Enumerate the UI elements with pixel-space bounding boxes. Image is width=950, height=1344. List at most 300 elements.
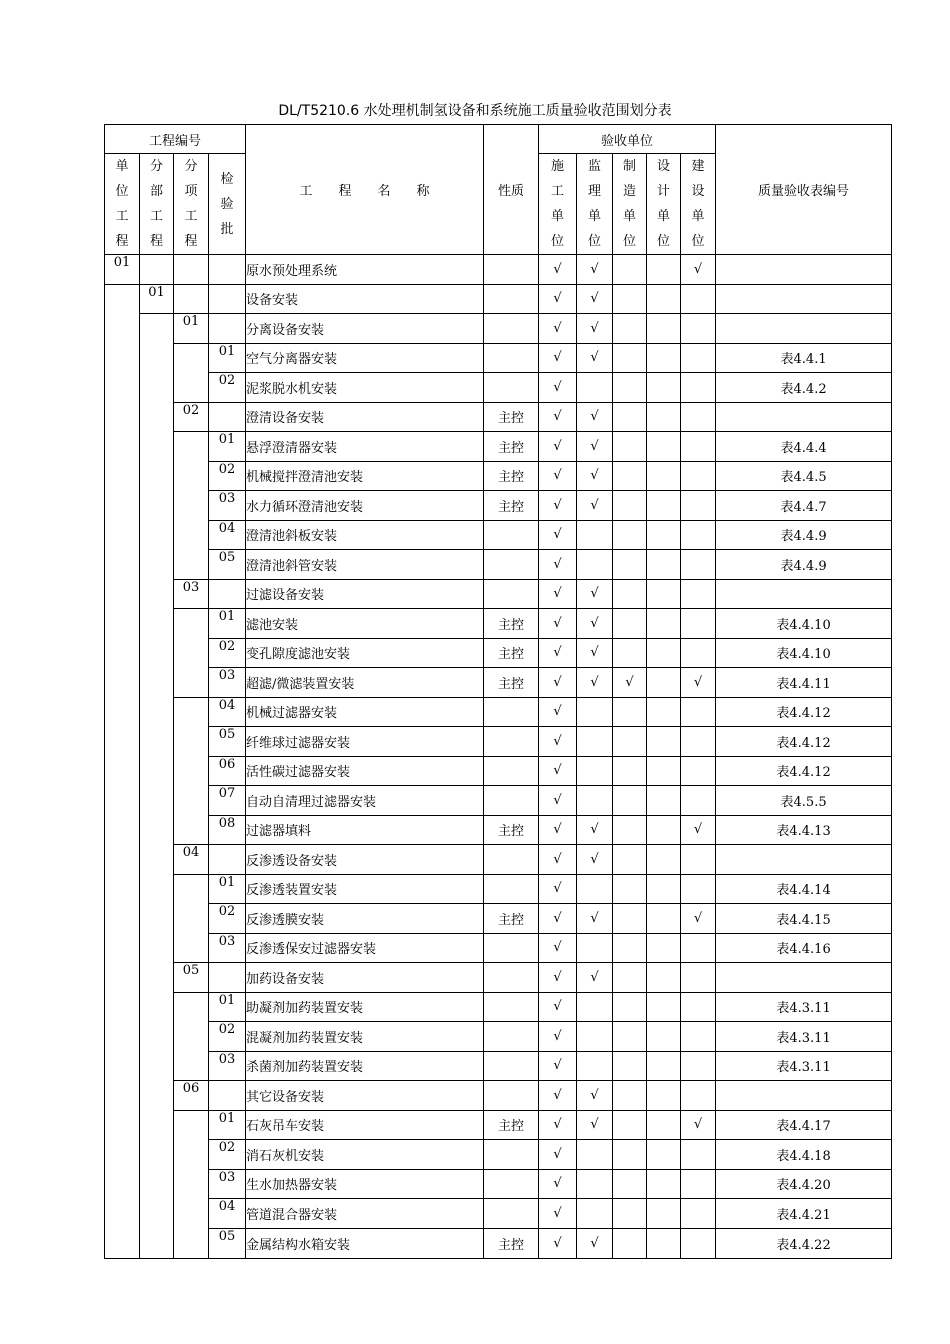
form-number	[716, 845, 892, 875]
header-nature: 性质	[484, 125, 539, 255]
check-construction: √	[539, 1081, 577, 1111]
check-owner	[681, 1022, 716, 1052]
subitem-blank	[174, 1110, 209, 1258]
form-number: 表4.4.20	[716, 1169, 892, 1199]
project-name: 澄清设备安装	[246, 402, 484, 432]
check-owner: √	[681, 1110, 716, 1140]
check-construction: √	[539, 491, 577, 521]
check-design	[647, 786, 681, 816]
nature: 主控	[484, 432, 539, 462]
check-owner	[681, 638, 716, 668]
check-design	[647, 638, 681, 668]
project-name: 空气分离器安装	[246, 343, 484, 373]
subitem-blank	[174, 992, 209, 1081]
table-row	[105, 963, 892, 993]
check-manufacturing	[613, 579, 647, 609]
header-project-code: 工程编号	[105, 125, 246, 154]
lot-code: 04	[209, 520, 246, 550]
check-construction: √	[539, 255, 577, 285]
check-construction: √	[539, 402, 577, 432]
check-design	[647, 255, 681, 285]
check-owner	[681, 373, 716, 403]
check-manufacturing	[613, 963, 647, 993]
check-supervision: √	[577, 461, 613, 491]
check-construction: √	[539, 1051, 577, 1081]
check-owner	[681, 1140, 716, 1170]
check-construction: √	[539, 904, 577, 934]
table-row	[105, 1140, 892, 1170]
lot-code: 03	[209, 1169, 246, 1199]
check-design	[647, 1022, 681, 1052]
check-design	[647, 343, 681, 373]
nature: 主控	[484, 609, 539, 639]
table-row	[105, 284, 892, 314]
check-design	[647, 1110, 681, 1140]
lot-code: 03	[209, 491, 246, 521]
project-name: 金属结构水箱安装	[246, 1228, 484, 1258]
check-owner	[681, 874, 716, 904]
lot-code: 01	[209, 343, 246, 373]
form-number: 表4.4.7	[716, 491, 892, 521]
table-body	[105, 255, 892, 1259]
project-name: 超滤/微滤装置安装	[246, 668, 484, 698]
check-owner	[681, 845, 716, 875]
lot-code: 01	[209, 432, 246, 462]
check-design	[647, 668, 681, 698]
form-number: 表4.4.1	[716, 343, 892, 373]
check-supervision	[577, 992, 613, 1022]
header-inspection-lot: 检验批	[209, 154, 246, 255]
form-number: 表4.4.22	[716, 1228, 892, 1258]
unit-blank	[105, 284, 140, 1258]
subitem-code: 05	[174, 963, 209, 993]
form-number: 表4.3.11	[716, 992, 892, 1022]
nature	[484, 963, 539, 993]
form-number	[716, 963, 892, 993]
form-number: 表4.4.18	[716, 1140, 892, 1170]
check-supervision: √	[577, 668, 613, 698]
lot-code: 03	[209, 1051, 246, 1081]
check-manufacturing	[613, 432, 647, 462]
check-manufacturing	[613, 727, 647, 757]
table-row	[105, 491, 892, 521]
check-construction: √	[539, 579, 577, 609]
project-name: 活性碳过滤器安装	[246, 756, 484, 786]
check-design	[647, 963, 681, 993]
check-manufacturing	[613, 609, 647, 639]
project-name: 变孔隙度滤池安装	[246, 638, 484, 668]
table-row	[105, 786, 892, 816]
unit-code: 01	[105, 255, 140, 285]
nature	[484, 373, 539, 403]
check-owner	[681, 284, 716, 314]
check-manufacturing	[613, 1140, 647, 1170]
check-manufacturing	[613, 343, 647, 373]
table-row	[105, 609, 892, 639]
division-blank	[140, 314, 174, 1259]
table-row	[105, 638, 892, 668]
nature: 主控	[484, 668, 539, 698]
check-design	[647, 756, 681, 786]
subitem-code: 06	[174, 1081, 209, 1111]
check-owner	[681, 1051, 716, 1081]
lot-code: 05	[209, 550, 246, 580]
table-row	[105, 1199, 892, 1229]
project-name: 自动自清理过滤器安装	[246, 786, 484, 816]
check-design	[647, 933, 681, 963]
nature	[484, 697, 539, 727]
project-name: 其它设备安装	[246, 1081, 484, 1111]
division-code: 01	[140, 284, 174, 314]
table-row	[105, 255, 892, 285]
check-construction: √	[539, 609, 577, 639]
check-manufacturing	[613, 933, 647, 963]
check-supervision	[577, 1169, 613, 1199]
lot-code: 05	[209, 1228, 246, 1258]
table-row	[105, 520, 892, 550]
check-design	[647, 1228, 681, 1258]
check-manufacturing	[613, 756, 647, 786]
project-name: 分离设备安装	[246, 314, 484, 344]
check-supervision: √	[577, 1110, 613, 1140]
nature	[484, 343, 539, 373]
nature	[484, 284, 539, 314]
form-number: 表4.4.5	[716, 461, 892, 491]
lot-code: 02	[209, 1140, 246, 1170]
table-row	[105, 432, 892, 462]
lot-code	[209, 579, 246, 609]
form-number: 表4.5.5	[716, 786, 892, 816]
lot-code	[209, 255, 246, 285]
form-number: 表4.4.11	[716, 668, 892, 698]
table-row	[105, 1022, 892, 1052]
project-name: 反渗透膜安装	[246, 904, 484, 934]
check-owner	[681, 933, 716, 963]
check-design	[647, 1081, 681, 1111]
lot-code: 01	[209, 992, 246, 1022]
project-name: 石灰吊车安装	[246, 1110, 484, 1140]
nature: 主控	[484, 1110, 539, 1140]
lot-code: 04	[209, 1199, 246, 1229]
check-manufacturing: √	[613, 668, 647, 698]
subitem-code: 04	[174, 845, 209, 875]
check-construction: √	[539, 815, 577, 845]
check-construction: √	[539, 1169, 577, 1199]
check-construction: √	[539, 1199, 577, 1229]
check-manufacturing	[613, 491, 647, 521]
lot-code: 01	[209, 874, 246, 904]
check-design	[647, 550, 681, 580]
project-name: 生水加热器安装	[246, 1169, 484, 1199]
table-row	[105, 668, 892, 698]
document-title: DL/T5210.6 水处理机制氢设备和系统施工质量验收范围划分表	[278, 103, 672, 119]
check-design	[647, 1169, 681, 1199]
lot-code	[209, 402, 246, 432]
check-supervision	[577, 697, 613, 727]
table-row	[105, 697, 892, 727]
check-supervision	[577, 756, 613, 786]
table-row	[105, 1110, 892, 1140]
check-construction: √	[539, 874, 577, 904]
nature: 主控	[484, 491, 539, 521]
check-manufacturing	[613, 520, 647, 550]
check-supervision	[577, 520, 613, 550]
check-construction: √	[539, 638, 577, 668]
check-design	[647, 609, 681, 639]
check-owner	[681, 1228, 716, 1258]
check-supervision: √	[577, 314, 613, 344]
project-name: 悬浮澄清器安装	[246, 432, 484, 462]
lot-code: 03	[209, 668, 246, 698]
check-design	[647, 904, 681, 934]
form-number: 表4.3.11	[716, 1022, 892, 1052]
check-owner	[681, 1169, 716, 1199]
check-owner	[681, 314, 716, 344]
lot-code: 08	[209, 815, 246, 845]
check-owner	[681, 491, 716, 521]
check-supervision	[577, 1140, 613, 1170]
project-name: 澄清池斜管安装	[246, 550, 484, 580]
check-supervision: √	[577, 402, 613, 432]
check-design	[647, 727, 681, 757]
lot-code	[209, 314, 246, 344]
nature	[484, 874, 539, 904]
check-manufacturing	[613, 1169, 647, 1199]
lot-code: 05	[209, 727, 246, 757]
header-manufacturing-unit: 制造单位	[613, 154, 647, 255]
project-name: 过滤器填料	[246, 815, 484, 845]
project-name: 杀菌剂加药装置安装	[246, 1051, 484, 1081]
form-number	[716, 255, 892, 285]
table-row	[105, 402, 892, 432]
check-design	[647, 845, 681, 875]
check-owner	[681, 1199, 716, 1229]
table-row	[105, 1081, 892, 1111]
check-supervision: √	[577, 1081, 613, 1111]
lot-code: 02	[209, 1022, 246, 1052]
project-name: 水力循环澄清池安装	[246, 491, 484, 521]
table-row	[105, 579, 892, 609]
check-construction: √	[539, 432, 577, 462]
check-design	[647, 697, 681, 727]
project-name: 机械搅拌澄清池安装	[246, 461, 484, 491]
header-unit-project: 单位工程	[105, 154, 140, 255]
nature	[484, 579, 539, 609]
check-construction: √	[539, 845, 577, 875]
table-row	[105, 845, 892, 875]
check-supervision	[577, 1199, 613, 1229]
check-construction: √	[539, 461, 577, 491]
table-row	[105, 933, 892, 963]
check-construction: √	[539, 786, 577, 816]
project-name: 反渗透装置安装	[246, 874, 484, 904]
subitem-blank	[174, 874, 209, 963]
check-supervision	[577, 550, 613, 580]
check-design	[647, 432, 681, 462]
form-number: 表4.4.21	[716, 1199, 892, 1229]
lot-code	[209, 845, 246, 875]
project-name: 助凝剂加药装置安装	[246, 992, 484, 1022]
lot-code	[209, 963, 246, 993]
table-row	[105, 1228, 892, 1258]
check-owner: √	[681, 815, 716, 845]
check-owner	[681, 727, 716, 757]
project-name: 加药设备安装	[246, 963, 484, 993]
nature	[484, 786, 539, 816]
subitem-code: 02	[174, 402, 209, 432]
lot-code: 03	[209, 933, 246, 963]
check-manufacturing	[613, 638, 647, 668]
acceptance-scope-table	[104, 124, 892, 1259]
check-construction: √	[539, 284, 577, 314]
check-supervision	[577, 874, 613, 904]
check-design	[647, 815, 681, 845]
check-owner: √	[681, 904, 716, 934]
nature: 主控	[484, 1228, 539, 1258]
header-construction-unit: 施工单位	[539, 154, 577, 255]
check-supervision: √	[577, 845, 613, 875]
check-design	[647, 284, 681, 314]
lot-code: 02	[209, 373, 246, 403]
subitem-code	[174, 284, 209, 314]
check-construction: √	[539, 314, 577, 344]
check-manufacturing	[613, 314, 647, 344]
form-number: 表4.4.4	[716, 432, 892, 462]
check-supervision	[577, 727, 613, 757]
check-design	[647, 491, 681, 521]
check-manufacturing	[613, 461, 647, 491]
check-construction: √	[539, 963, 577, 993]
check-construction: √	[539, 668, 577, 698]
form-number: 表4.4.17	[716, 1110, 892, 1140]
nature	[484, 1022, 539, 1052]
table-row	[105, 992, 892, 1022]
project-name: 混凝剂加药装置安装	[246, 1022, 484, 1052]
header-acceptance-unit: 验收单位	[539, 125, 716, 154]
subitem-code: 01	[174, 314, 209, 344]
nature	[484, 550, 539, 580]
check-manufacturing	[613, 402, 647, 432]
project-name: 管道混合器安装	[246, 1199, 484, 1229]
check-supervision: √	[577, 609, 613, 639]
check-owner	[681, 520, 716, 550]
project-name: 澄清池斜板安装	[246, 520, 484, 550]
check-owner: √	[681, 668, 716, 698]
check-design	[647, 314, 681, 344]
form-number: 表4.4.14	[716, 874, 892, 904]
check-construction: √	[539, 343, 577, 373]
table-row	[105, 1169, 892, 1199]
check-manufacturing	[613, 786, 647, 816]
check-manufacturing	[613, 697, 647, 727]
lot-code: 02	[209, 461, 246, 491]
subitem-blank	[174, 697, 209, 845]
form-number: 表4.4.12	[716, 697, 892, 727]
check-supervision: √	[577, 904, 613, 934]
check-supervision	[577, 373, 613, 403]
check-construction: √	[539, 550, 577, 580]
check-construction: √	[539, 1140, 577, 1170]
table-row	[105, 874, 892, 904]
check-supervision: √	[577, 432, 613, 462]
check-design	[647, 520, 681, 550]
nature: 主控	[484, 904, 539, 934]
form-number: 表4.4.13	[716, 815, 892, 845]
nature	[484, 933, 539, 963]
check-manufacturing	[613, 874, 647, 904]
check-supervision	[577, 1051, 613, 1081]
subitem-code	[174, 255, 209, 285]
nature	[484, 1081, 539, 1111]
check-manufacturing	[613, 845, 647, 875]
lot-code: 01	[209, 609, 246, 639]
check-owner	[681, 402, 716, 432]
header-form-number: 质量验收表编号	[716, 125, 892, 255]
check-owner	[681, 756, 716, 786]
form-number: 表4.4.15	[716, 904, 892, 934]
check-design	[647, 402, 681, 432]
check-design	[647, 992, 681, 1022]
table-row	[105, 756, 892, 786]
check-owner	[681, 1081, 716, 1111]
check-design	[647, 1051, 681, 1081]
check-design	[647, 373, 681, 403]
check-construction: √	[539, 1228, 577, 1258]
check-construction: √	[539, 1110, 577, 1140]
lot-code	[209, 1081, 246, 1111]
table-row	[105, 815, 892, 845]
project-name: 设备安装	[246, 284, 484, 314]
check-manufacturing	[613, 284, 647, 314]
check-owner	[681, 579, 716, 609]
check-supervision: √	[577, 579, 613, 609]
table-row	[105, 904, 892, 934]
nature	[484, 992, 539, 1022]
check-owner	[681, 697, 716, 727]
project-name: 泥浆脱水机安装	[246, 373, 484, 403]
check-owner	[681, 432, 716, 462]
check-construction: √	[539, 520, 577, 550]
lot-code: 02	[209, 638, 246, 668]
check-manufacturing	[613, 550, 647, 580]
check-construction: √	[539, 1022, 577, 1052]
table-row	[105, 1051, 892, 1081]
subitem-blank	[174, 432, 209, 580]
table-row	[105, 550, 892, 580]
lot-code: 01	[209, 1110, 246, 1140]
form-number	[716, 314, 892, 344]
nature	[484, 255, 539, 285]
check-manufacturing	[613, 904, 647, 934]
nature	[484, 1140, 539, 1170]
check-design	[647, 461, 681, 491]
subitem-code: 03	[174, 579, 209, 609]
project-name: 滤池安装	[246, 609, 484, 639]
form-number: 表4.4.16	[716, 933, 892, 963]
check-manufacturing	[613, 1081, 647, 1111]
check-supervision: √	[577, 963, 613, 993]
table-row	[105, 461, 892, 491]
table-row	[105, 343, 892, 373]
project-name: 反渗透设备安装	[246, 845, 484, 875]
check-owner: √	[681, 255, 716, 285]
check-manufacturing	[613, 992, 647, 1022]
lot-code	[209, 284, 246, 314]
project-name: 原水预处理系统	[246, 255, 484, 285]
project-name: 机械过滤器安装	[246, 697, 484, 727]
form-number	[716, 1081, 892, 1111]
form-number	[716, 579, 892, 609]
